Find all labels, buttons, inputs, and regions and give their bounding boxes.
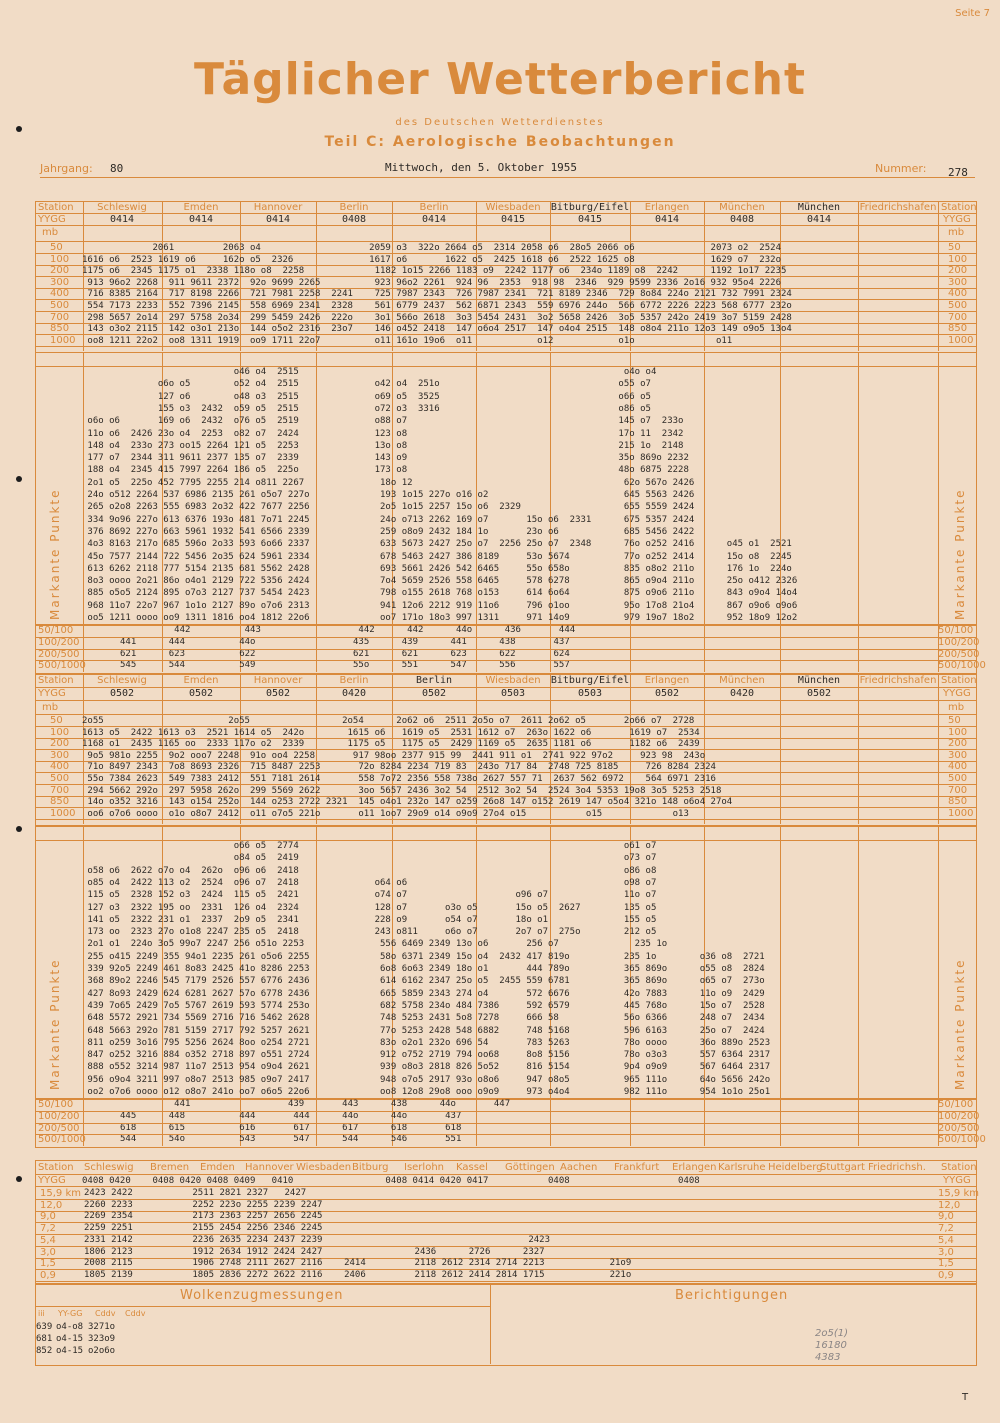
data-row: 1613 o5 2422 1613 o3 2521 1614 o5 242o 1615 o6 1619 o5 2531 1612 o7 263o 1622 o6 1619 o7 2534 [82, 727, 700, 738]
jahrgang-value: 80 [110, 162, 124, 175]
layer-label-right: 500/1000 [938, 660, 986, 672]
height-label-right: 9,0 [938, 1211, 954, 1223]
data-row: 847 o252 3216 884 o352 2718 897 o551 2724 912 o752 2719 794 oo68 8o8 5156 78o o3o3 557 6364 2317 [82, 1050, 771, 1061]
station-label-right: Station [941, 1162, 977, 1173]
yygg-value: 0420 [729, 688, 755, 699]
pressure-level-left: 700 [50, 311, 70, 323]
station-muenchen-b: München [797, 202, 841, 213]
data-row: 45o 7577 2144 722 5456 2o35 624 5961 2334 678 5463 2427 386 8189 53o 5674 77o o252 2414 15o o8 2245 [82, 551, 792, 562]
markante-punkte-label: Markante Punkte [48, 488, 62, 620]
yygg-value: 0502 [806, 688, 832, 699]
wolken-header: iii [38, 1309, 45, 1318]
pressure-level-right: 100 [948, 253, 968, 265]
data-row: o6o o6 169 o6 2432 o76 o5 2519 o88 o7 145 o7 233o [82, 416, 684, 427]
station-bottom: Bitburg [352, 1162, 389, 1173]
pressure-level-left: 300 [50, 749, 70, 761]
height-values: 2331 2142 2236 2635 2234 2437 2239 2423 [84, 1234, 550, 1245]
station-label-right: Station [941, 675, 977, 686]
wolken-cell: 3271o [88, 1322, 116, 1332]
pressure-level-right: 700 [948, 311, 968, 323]
height-values: 1806 2123 1912 2634 1912 2424 2427 2436 2726 2327 [84, 1246, 545, 1257]
pressure-level-left: 400 [50, 288, 70, 300]
nummer-value: 278 [948, 166, 968, 179]
station-bottom: Frankfurt [614, 1162, 660, 1173]
yygg-value: 0420 [341, 688, 367, 699]
data-row: 265 o2o8 2263 555 6983 2o32 422 7677 2256 2o5 1o15 2257 15o o6 2329 655 5559 2424 [82, 502, 695, 513]
layer-values: 545 544 549 55o 551 547 556 557 [120, 660, 570, 671]
station-label: Station [38, 675, 74, 686]
station-berlin-b: Berlin [419, 202, 449, 213]
pressure-level-right: 400 [948, 288, 968, 300]
nummer-label: Nummer: [875, 162, 927, 175]
correction-note: 2o5(1) [815, 1328, 849, 1339]
station-erlangen: Erlangen [644, 675, 690, 686]
station-schleswig: Schleswig [97, 202, 147, 213]
station-bottom: Stuttgart [820, 1162, 865, 1173]
data-row: 968 11o7 22o7 967 1o1o 2127 89o o7o6 2313 941 12o6 2212 919 11o6 796 o1oo 95o 17o8 21o4 867 o9o6 o9o6 [82, 600, 798, 611]
pressure-level-left: 700 [50, 784, 70, 796]
yygg-value: 0414 [188, 214, 214, 225]
station-bottom: Karlsruhe [718, 1162, 766, 1173]
yygg-value: 0414 [421, 214, 447, 225]
wolken-cell: o4-o8 [56, 1322, 84, 1332]
height-label-left: 3,0 [40, 1246, 56, 1258]
layer-values: 621 623 622 621 621 623 622 624 [120, 648, 570, 659]
issue-date: Mittwoch, den 5. Oktober 1955 [385, 161, 578, 174]
data-row: o66 o5 2774 o61 o7 [82, 841, 657, 851]
pressure-level-left: 1000 [50, 334, 76, 346]
pressure-level-left: 850 [50, 323, 70, 335]
data-row: 1168 o1 2435 1165 oo 2333 117o o2 2339 1175 o5 1175 o5 2429 1169 o5 2635 1181 o6 1182 o6 2439 [82, 739, 700, 750]
part-title: Teil C: Aerologische Beobachtungen [324, 134, 676, 150]
markante-punkte-label-right: Markante Punkte [953, 488, 967, 620]
height-label-right: 12,0 [938, 1199, 961, 1211]
data-row: oo8 1211 22o2 oo8 1311 1919 oo9 1711 22o7 o11 161o 19o6 o11 o12 o1o o11 [82, 335, 733, 346]
yygg-value: 0414 [806, 214, 832, 225]
pressure-level-right: 1000 [948, 807, 974, 819]
data-row: 648 5572 2921 734 5569 2716 716 5462 2628 748 5253 2431 5o8 7278 666 58 56o 6366 248 o7 2434 [82, 1013, 765, 1024]
data-row: 376 8692 227o 663 5961 1932 541 6566 2339 259 o8o9 2432 184 1o 23o o6 685 5456 2422 [82, 526, 695, 537]
pressure-level-left: 1000 [50, 807, 76, 819]
station-label: Station [38, 202, 74, 213]
mb-label-right: mb [948, 227, 965, 238]
layer-label-right: 200/500 [938, 648, 980, 660]
station-bottom: Friedrichsh. [868, 1162, 926, 1173]
yygg-value: 0502 [654, 688, 680, 699]
layer-values: 618 615 616 617 617 618 618 [120, 1122, 462, 1133]
layer-label-left: 50/100 [38, 1099, 74, 1110]
yygg-value: 0502 [421, 688, 447, 699]
page-title: Täglicher Wetterbericht [193, 54, 807, 105]
layer-label-left: 50/100 [38, 625, 74, 636]
station-bottom: Kassel [456, 1162, 488, 1173]
data-row: 8o3 oooo 2o21 86o o4o1 2129 722 5356 2424 7o4 5659 2526 558 6465 578 6278 865 o9o4 211o 25o o412 2326 [82, 576, 798, 587]
yygg-value: 0503 [500, 688, 526, 699]
yygg-value: 0502 [188, 688, 214, 699]
data-row: oo6 o7o6 oooo o1o o8o7 2412 o11 o7o5 221o o11 1oo7 29o9 o14 o9o9 27o4 o15 o15 o13 [82, 808, 689, 819]
yygg-value: 0408 [341, 214, 367, 225]
height-label-right: 7,2 [938, 1223, 954, 1235]
pressure-level-right: 100 [948, 726, 968, 738]
pressure-level-left: 100 [50, 726, 70, 738]
pressure-level-left: 100 [50, 253, 70, 265]
yygg-bottom-row: 0408 0420 0408 0420 0408 0409 0410 0408 0414 0420 0417 0408 0408 [82, 1176, 700, 1186]
page-number: Seite 7 [955, 8, 990, 19]
height-label-right: 5,4 [938, 1234, 954, 1246]
markante-punkte-label-right: Markante Punkte [953, 958, 967, 1090]
data-row: 885 o5o5 2124 895 o7o3 2127 737 5454 2423 798 o155 2618 768 o153 614 6o64 875 o9o6 211o 843 o9o4 14o4 [82, 588, 798, 599]
station-muenchen-a: München [719, 202, 765, 213]
data-row: 427 8o93 2429 624 6281 2627 57o 6778 2436 665 5859 2343 274 o4 572 6676 42o 7883 11o o9 2429 [82, 988, 765, 999]
pressure-level-right: 500 [948, 773, 968, 784]
pressure-level-left: 50 [50, 242, 63, 253]
data-row: 71o 8497 2343 7o8 8693 2326 715 8487 2253 72o 8284 2234 719 83 243o 717 84 2748 725 8185 726 8284 2324 [82, 762, 716, 773]
station-bitburg: Bitburg/Eifel [550, 202, 630, 213]
punch-hole [16, 476, 22, 482]
station-bottom: Iserlohn [404, 1162, 444, 1173]
layer-values: 445 448 444 444 44o 44o 437 [120, 1110, 462, 1121]
data-row: 613 6262 2118 777 5154 2135 681 5562 2428 693 5661 2426 542 6465 55o 658o 835 o8o2 211o 176 1o 224o [82, 563, 792, 574]
yygg-value: 0502 [109, 688, 135, 699]
pressure-level-left: 50 [50, 715, 63, 726]
wolken-cell: o4-15 [56, 1334, 84, 1344]
height-values: 2259 2251 2155 2454 2256 2346 2245 [84, 1223, 323, 1234]
pressure-level-right: 700 [948, 784, 968, 796]
station-emden: Emden [183, 202, 219, 213]
yygg-value: 0408 [729, 214, 755, 225]
pressure-level-right: 200 [948, 265, 968, 277]
height-values: 2260 2233 2252 223o 2255 2239 2247 [84, 1199, 323, 1210]
station-hannover: Hannover [253, 202, 303, 213]
data-row: 648 5663 292o 781 5159 2717 792 5257 2621 77o 5253 2428 548 6882 748 5168 596 6163 25o o7 2424 [82, 1025, 765, 1036]
data-row: o58 o6 2622 o7o o4 262o o96 o6 2418 o86 o8 [82, 865, 657, 876]
markante-punkte-label: Markante Punkte [48, 958, 62, 1090]
data-row: 334 9o96 227o 613 6376 193o 481 7o71 2245 24o o713 2262 169 o7 15o o6 2331 675 5357 2424 [82, 514, 695, 525]
jahrgang-label: Jahrgang: [40, 162, 93, 175]
layer-label-right: 500/1000 [938, 1134, 986, 1146]
station-friedrichshafen: Friedrichshafen [859, 202, 937, 213]
wolken-cell: 323o9 [88, 1334, 116, 1344]
height-label-right: 0,9 [938, 1269, 954, 1281]
station-friedrichshafen: Friedrichshafen [859, 675, 937, 686]
correction-note: 16180 [815, 1340, 847, 1351]
data-row: oo2 o7o6 oooo o12 o8o7 241o oo7 o6o5 22o6 oo8 12o8 29o8 ooo o9o9 973 o4o4 982 111o 954 1o1o 25o1 [82, 1087, 771, 1097]
station-berlin-a: Berlin [339, 675, 369, 686]
data-row: 127 o6 o48 o3 2515 o69 o5 3525 o66 o5 [82, 391, 651, 402]
layer-label-right: 100/200 [938, 636, 980, 648]
mb-label-right: mb [948, 702, 965, 713]
station-bottom: Aachen [560, 1162, 598, 1173]
station-muenchen-b: München [797, 675, 841, 686]
layer-label-left: 100/200 [38, 1110, 80, 1122]
data-row: 24o o512 2264 537 6986 2135 261 o5o7 227o 193 1o15 227o o16 o2 645 5563 2426 [82, 490, 695, 500]
station-erlangen: Erlangen [644, 202, 690, 213]
yygg-value: 0503 [577, 688, 603, 699]
layer-label-left: 100/200 [38, 636, 80, 648]
data-row: 716 8385 2164 717 8198 2266 721 7981 2258 2241 725 7987 2343 726 7987 2341 721 8189 2346 729 8o84 224o 2121 732 7991 2324 [82, 289, 792, 300]
data-row: 294 5662 292o 297 5958 262o 299 5569 2622 3oo 5657 2436 3o2 54 2512 3o2 54 2524 3o4 5353 19o8 3o5 5253 2518 [82, 785, 722, 796]
layer-label-left: 200/500 [38, 648, 80, 660]
data-row: 14o o352 3216 143 o154 252o 144 o253 2722 2321 145 o4o1 232o 147 o259 26o8 147 o152 2619 147 o5o4 321o 148 o6o4 27o4 [82, 797, 733, 808]
data-row: 298 5657 2o14 297 5758 2o34 299 5459 2426 222o 3o1 566o 2618 3o3 5454 2431 3o2 5658 2426 3o5 5357 242o 2419 3o7 5159 2428 [82, 312, 792, 323]
data-row: o46 o4 2515 o4o o4 [82, 367, 657, 377]
height-label-left: 12,0 [40, 1199, 63, 1211]
data-row: 141 o5 2322 231 o1 2337 2o9 o5 2341 228 o9 o54 o7 18o o1 155 o5 [82, 914, 657, 925]
station-wiesbaden: Wiesbaden [485, 675, 541, 686]
pressure-level-left: 850 [50, 796, 70, 808]
yygg-value: 0414 [654, 214, 680, 225]
wolken-cell: 639 [36, 1322, 53, 1332]
data-row: o6o o5 o52 o4 2515 o42 o4 251o o55 o7 [82, 379, 651, 390]
data-row: 1175 o6 2345 1175 o1 2338 118o o8 2258 1182 1o15 2266 1183 o9 2242 1177 o6 234o 1189 o8 2242 1192 1o17 2235 [82, 266, 787, 277]
data-row: 55o 7384 2623 549 7383 2412 551 7181 2614 558 7o72 2356 558 738o 2627 557 71 2637 562 6972 564 6971 2316 [82, 774, 716, 784]
height-label-left: 15,9 km [40, 1188, 81, 1199]
yygg-label: YYGG [38, 214, 66, 225]
station-bottom: Hannover [245, 1162, 294, 1173]
data-row: 2061 2063 o4 2059 o3 322o 2664 o5 2314 2058 o6 28o5 2066 o6 2073 o2 2524 [82, 243, 781, 253]
height-label-left: 9,0 [40, 1211, 56, 1223]
data-row: 2o1 o1 224o 3o5 99o7 2247 256 o51o 2253 556 6469 2349 13o o6 256 o7 235 1o [82, 939, 668, 950]
wolkenzug-title: Wolkenzugmessungen [180, 1288, 344, 1303]
pressure-level-left: 400 [50, 761, 70, 773]
yygg-label-right: YYGG [943, 688, 971, 699]
yygg-label: YYGG [38, 688, 66, 699]
data-row: 148 o4 233o 273 oo15 2264 121 o5 2253 13o o8 215 1o 2148 [82, 440, 684, 451]
data-row: 888 o552 3214 987 11o7 2513 954 o9o4 2621 939 o8o3 2818 826 5o52 816 5154 9o4 o9o9 567 6464 2317 [82, 1062, 771, 1073]
yygg-value: 0415 [500, 214, 526, 225]
data-row: 9o5 981o 2255 9o2 ooo7 2248 91o oo4 2258 917 98oo 2377 915 99 2441 911 o1 2741 922 97o2 923 98 243o [82, 750, 706, 761]
height-values: 2269 2354 2173 2363 2257 2656 2245 [84, 1211, 323, 1222]
wolken-cell: o2o6o [88, 1346, 116, 1356]
data-row: 173 oo 2323 27o o1o8 2247 235 o5 2418 243 o811 o6o o7 2o7 o7 275o 212 o5 [82, 927, 657, 938]
data-row: 439 7o65 2429 7o5 5767 2619 593 5774 253o 682 5758 234o 484 7386 592 6579 445 768o 15o o7 2528 [82, 1000, 765, 1011]
mb-label: mb [42, 227, 59, 238]
pressure-level-right: 1000 [948, 334, 974, 346]
subtitle: des Deutschen Wetterdienstes [395, 117, 605, 128]
pressure-level-left: 500 [50, 773, 70, 784]
yygg-value: 0414 [265, 214, 291, 225]
height-values: 1805 2139 1805 2836 2272 2622 2116 2406 2118 2612 2414 2814 1715 221o [84, 1269, 632, 1280]
data-row: 255 o415 2249 355 94o1 2235 261 o5o6 2255 58o 6371 2349 15o o4 2432 417 819o 235 1o o36 o8 2721 [82, 951, 765, 962]
pressure-level-left: 200 [50, 738, 70, 750]
station-bottom: Göttingen [505, 1162, 555, 1173]
pressure-level-right: 200 [948, 738, 968, 750]
layer-label-right: 100/200 [938, 1110, 980, 1122]
wolken-cell: o4-15 [56, 1346, 84, 1356]
layer-values: 442 443 442 442 44o 436 444 [120, 625, 576, 635]
pressure-level-left: 200 [50, 265, 70, 277]
yygg-label-right: YYGG [943, 1175, 971, 1186]
data-row: 127 o3 2322 195 oo 2331 126 o4 2324 128 o7 o3o o5 15o o5 2627 135 o5 [82, 902, 657, 913]
height-values: 2008 2115 1906 2748 2111 2627 2116 2414 2118 2612 2314 2714 2213 21o9 [84, 1258, 632, 1269]
height-label-right: 3,0 [938, 1246, 954, 1258]
footer-mark: T [962, 1392, 969, 1403]
layer-label-right: 50/100 [938, 1099, 974, 1110]
data-row: 11o o6 2426 23o o4 2253 o82 o7 2424 123 o8 17o 11 2342 [82, 428, 684, 439]
data-row: 956 o9o4 3211 997 o8o7 2513 985 o9o7 2417 948 o7o5 2917 93o o8o6 947 o8o5 965 111o 64o 5656 242o [82, 1074, 771, 1085]
station-label-right: Station [941, 202, 977, 213]
height-label-left: 5,4 [40, 1234, 56, 1246]
data-row: o85 o4 2422 113 o2 2524 o96 o7 2418 o64 o6 o98 o7 [82, 877, 657, 888]
layer-values: 544 54o 543 547 544 546 551 [120, 1134, 462, 1145]
data-row: 811 o259 3o16 795 5256 2624 8oo o254 2721 83o o2o1 232o 696 54 783 5263 78o oooo 36o 889o 2523 [82, 1037, 771, 1048]
pressure-level-left: 300 [50, 276, 70, 288]
station-bottom: Schleswig [84, 1162, 134, 1173]
data-row: 4o3 8163 217o 685 596o 2o33 593 6o66 2337 633 5673 2427 25o o7 2256 25o o7 2348 76o o252 2416 o45 o1 2521 [82, 539, 792, 550]
yygg-value: 0502 [265, 688, 291, 699]
data-row: 177 o7 2344 311 9611 2377 135 o7 2339 143 o9 35o 869o 2232 [82, 453, 689, 464]
data-row: 339 92o5 2249 461 8o83 2425 41o 8286 2253 6o8 6o63 2349 18o o1 444 789o 365 869o o55 o8 2824 [82, 964, 765, 974]
wolken-header: Cddv [125, 1309, 146, 1318]
station-bottom: Erlangen [672, 1162, 717, 1173]
layer-label-left: 500/1000 [38, 1134, 86, 1146]
pressure-level-right: 850 [948, 796, 968, 808]
pressure-level-right: 500 [948, 300, 968, 311]
height-label-right: 1,5 [938, 1258, 954, 1270]
height-label-left: 7,2 [40, 1223, 56, 1235]
station-emden: Emden [183, 675, 219, 686]
data-row: 554 7173 2233 552 7396 2145 558 6969 2341 2328 561 6779 2437 562 6871 2343 559 6976 244o 566 6772 2226 2223 568 6777 232o [82, 301, 792, 311]
pressure-level-right: 50 [948, 715, 961, 726]
yygg-value: 0414 [109, 214, 135, 225]
height-values: 2423 2422 2511 2821 2327 2427 [84, 1188, 307, 1198]
wolken-header: Cddv [95, 1309, 116, 1318]
data-row: 115 o5 2328 152 o3 2424 115 o5 2421 o74 o7 o96 o7 11o o7 [82, 890, 657, 901]
pressure-level-right: 300 [948, 276, 968, 288]
yygg-label: YYGG [38, 1175, 66, 1186]
data-row: 913 96o2 2268 911 9611 2372 92o 9699 2265 923 96o2 2261 924 96 2353 918 98 2346 929 9599 2336 2o16 932 95o4 2226 [82, 277, 781, 288]
data-row: o84 o5 2419 o73 o7 [82, 853, 657, 864]
station-schleswig: Schleswig [97, 675, 147, 686]
station-berlin-b: Berlin [415, 675, 453, 686]
data-row: 188 o4 2345 415 7997 2264 186 o5 225o 173 o8 48o 6875 2228 [82, 465, 689, 476]
pressure-level-right: 50 [948, 242, 961, 253]
data-row: 155 o3 2432 o59 o5 2515 o72 o3 3316 o86 o5 [82, 403, 651, 414]
station-berlin-a: Berlin [339, 202, 369, 213]
punch-hole [16, 1176, 22, 1182]
station-bottom: Emden [200, 1162, 235, 1173]
wolken-cell: 852 [36, 1346, 53, 1356]
yygg-value: 0415 [577, 214, 603, 225]
station-bitburg: Bitburg/Eifel [550, 675, 630, 686]
layer-values: 441 444 44o 435 439 441 438 437 [120, 636, 570, 647]
layer-label-left: 200/500 [38, 1122, 80, 1134]
layer-label-right: 200/500 [938, 1122, 980, 1134]
height-label-left: 1,5 [40, 1258, 56, 1270]
layer-values: 441 439 443 438 44o 447 [120, 1099, 511, 1109]
pressure-level-left: 500 [50, 300, 70, 311]
layer-label-right: 50/100 [938, 625, 974, 636]
data-row: 143 o3o2 2115 142 o3o1 213o 144 o5o2 2316 23o7 146 o452 2418 147 o6o4 2517 147 o4o4 2515 148 o8o4 211o 12o3 149 o9o5 13o4 [82, 324, 792, 335]
station-hannover: Hannover [253, 675, 303, 686]
height-label-right: 15,9 km [938, 1188, 979, 1199]
station-bottom: Bremen [150, 1162, 190, 1173]
layer-label-left: 500/1000 [38, 660, 86, 672]
data-row: 1616 o6 2523 1619 o6 162o o5 2326 1617 o6 1622 o5 2425 1618 o6 2522 1625 o8 1629 o7 232o [82, 254, 781, 265]
station-bottom: Wiesbaden [296, 1162, 352, 1173]
data-row: 2o1 o5 225o 452 7795 2255 214 o811 2267 18o 12 62o 567o 2426 [82, 477, 695, 488]
punch-hole [16, 826, 22, 832]
data-row: 2o55 2o55 2o54 2o62 o6 2511 2o5o o7 2611 2o62 o5 2o66 o7 2728 [82, 716, 695, 726]
height-label-left: 0,9 [40, 1269, 56, 1281]
wolken-cell: 681 [36, 1334, 53, 1344]
station-bottom: Heidelberg [768, 1162, 823, 1173]
station-muenchen-a: München [719, 675, 765, 686]
punch-hole [16, 126, 22, 132]
yygg-label-right: YYGG [943, 214, 971, 225]
correction-note: 4383 [815, 1352, 841, 1363]
station-wiesbaden: Wiesbaden [485, 202, 541, 213]
berichtigungen-title: Berichtigungen [675, 1288, 789, 1303]
data-row: 368 89o2 2246 545 7179 2526 557 6776 2436 614 6162 2347 25o o5 2455 559 6781 365 869o o65 o7 273o [82, 976, 765, 987]
mb-label: mb [42, 702, 59, 713]
pressure-level-right: 300 [948, 749, 968, 761]
pressure-level-right: 400 [948, 761, 968, 773]
data-row: oo5 1211 oooo oo9 1311 1816 oo4 1812 22o6 oo7 171o 18o3 997 1311 971 14o9 979 19o7 18o2 952 18o9 12o2 [82, 613, 798, 623]
pressure-level-right: 850 [948, 323, 968, 335]
station-label: Station [38, 1162, 74, 1173]
wolken-header: YY-GG [58, 1309, 83, 1318]
